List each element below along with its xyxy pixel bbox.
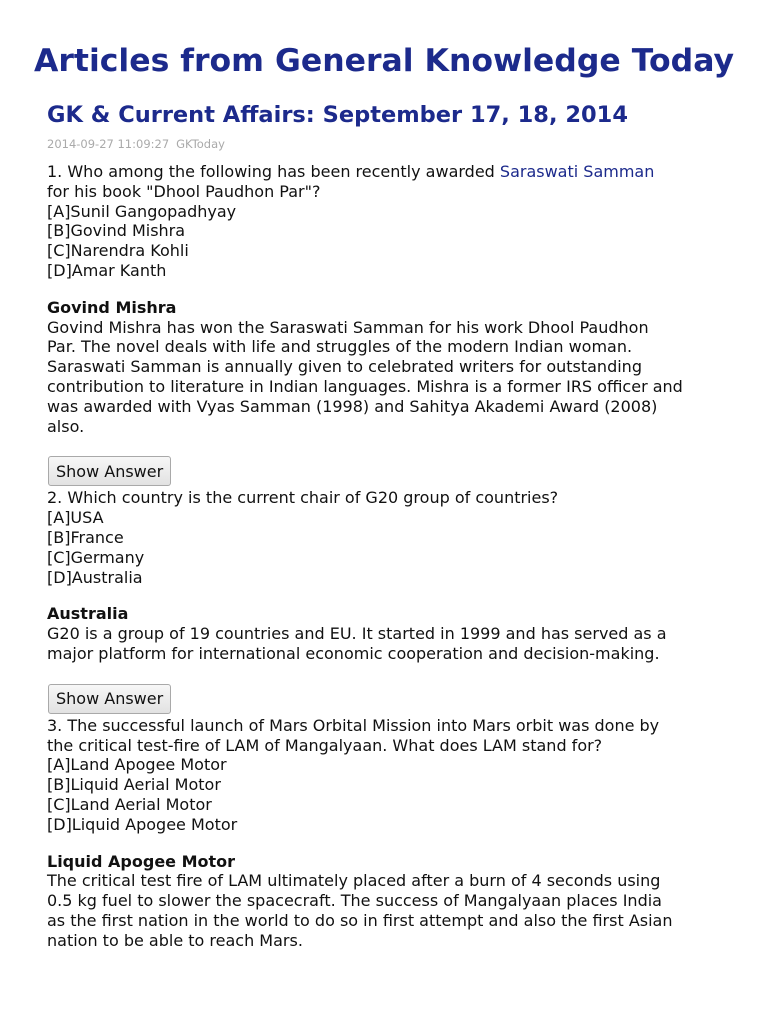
answer-text-line: Govind Mishra has won the Saraswati Samman for his work Dhool Paudhon [47,317,649,337]
answer-text-line: also. [47,416,85,436]
option-a: [A]Sunil Gangopadhyay [47,201,237,221]
question-text-line [47,162,737,182]
question-text-line: the critical test-fire of LAM of Mangalyaan. What does LAM stand for? [47,735,603,755]
answer-title: Australia [47,604,129,624]
answer-text-line: 0.5 kg fuel to slower the spacecraft. The success of Mangalyaan places India [47,891,662,911]
article-content [47,162,737,951]
answer-2 [47,604,737,663]
answer-text-line: was awarded with Vyas Samman (1998) and Sahitya Akademi Award (2008) [47,396,658,416]
question-3 [47,716,737,835]
option-d: [D]Amar Kanth [47,260,167,280]
saraswati-samman-link[interactable]: Saraswati Samman [499,162,655,181]
show-answer-button-2[interactable]: Show Answer [48,684,171,714]
question-1 [47,162,737,281]
article-date: 2014-09-27 11:09:27 [47,137,170,151]
article-author[interactable]: GKToday [176,137,225,151]
option-c: [C]Narendra Kohli [47,241,189,261]
answer-text-line: The critical test fire of LAM ultimately placed after a burn of 4 seconds using [47,871,661,891]
show-answer-button-1[interactable]: Show Answer [48,456,171,486]
answer-title: Govind Mishra [47,297,177,317]
answer-1 [47,298,737,437]
article-title[interactable]: GK & Current Affairs: September 17, 18, 2014 [47,102,628,128]
question-text: 1. Who among the following has been recently awarded [47,162,500,181]
option-b: [B]Liquid Aerial Motor [47,775,221,795]
answer-text-line: contribution to literature in Indian languages. Mishra is a former IRS officer and [47,376,683,396]
question-text-line: for his book "Dhool Paudhon Par"? [47,181,321,201]
answer-text-line: Par. The novel deals with life and struggles of the modern Indian woman. [47,337,633,357]
answer-text-line: G20 is a group of 19 countries and EU. It started in 1999 and has served as a [47,624,667,644]
question-text-line: 3. The successful launch of Mars Orbital Mission into Mars orbit was done by [47,715,660,735]
answer-title: Liquid Apogee Motor [47,851,236,871]
option-a: [A]Land Apogee Motor [47,755,227,775]
option-d: [D]Liquid Apogee Motor [47,814,238,834]
question-text-line: 2. Which country is the current chair of G20 group of countries? [47,488,559,508]
option-c: [C]Germany [47,547,145,567]
option-c: [C]Land Aerial Motor [47,794,212,814]
answer-3 [47,852,737,951]
option-d: [D]Australia [47,567,143,587]
answer-text-line: major platform for international economic cooperation and decision-making. [47,643,660,663]
option-b: [B]Govind Mishra [47,221,186,241]
answer-text-line: as the first nation in the world to do so in first attempt and also the first Asian [47,910,673,930]
site-title: Articles from General Knowledge Today [33,43,735,79]
option-a: [A]USA [47,508,104,528]
question-2 [47,488,737,587]
article-meta [47,136,225,152]
option-b: [B]France [47,527,124,547]
answer-text-line: nation to be able to reach Mars. [47,930,303,950]
answer-text-line: Saraswati Samman is annually given to celebrated writers for outstanding [47,357,642,377]
